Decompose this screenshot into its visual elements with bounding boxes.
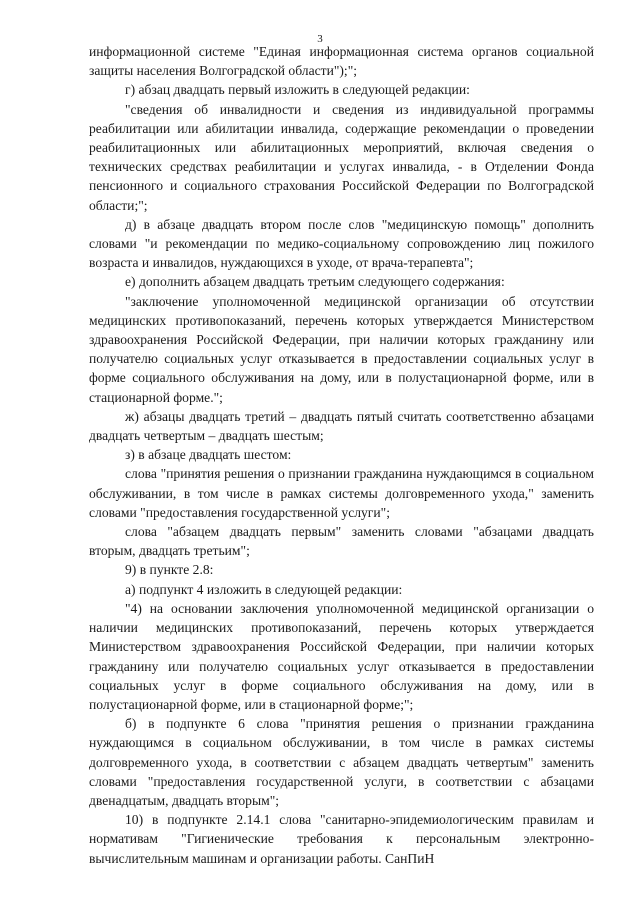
paragraph-item-b: б) в подпункте 6 слова "принятия решения о признании гражданина нуждающимся в социальном обслуживании, в том числе в рамках системы долговременного ухода, в соответствии с абзацем двадцать четвертым" заменить словами "предоставления государственной услуги, в соответствии с абзацами двенадцатым, двадцать вторым"; — [89, 716, 594, 808]
document-body — [89, 42, 594, 868]
paragraph-item-10: 10) в подпункте 2.14.1 слова "санитарно-эпидемиологическим правилам и нормативам "Гигиенические требования к персональным электронно-вычислительным машинам и организации работы. СанПиН — [89, 812, 594, 866]
paragraph-item-g: г) абзац двадцать первый изложить в следующей редакции: — [125, 82, 470, 98]
paragraph-item-e: е) дополнить абзацем двадцать третьим следующего содержания: — [125, 274, 505, 290]
paragraph-quote-disability: "сведения об инвалидности и сведения из индивидуальной программы реабилитации или абилитации инвалида, содержащие рекомендации о проведении реабилитационных или абилитационных мероприятий, включая сведения о технических средствах реабилитации и услугах инвалида, - в Отделении Фонда пенсионного и социального страхования Российской Федерации по Волгоградской области;"; — [89, 101, 594, 213]
paragraph-item-9: 9) в пункте 2.8: — [125, 562, 214, 578]
paragraph-words-replace-2: слова "абзацем двадцать первым" заменить словами "абзацами двадцать вторым, двадцать третьим"; — [89, 524, 594, 559]
paragraph-item-z: з) в абзаце двадцать шестом: — [125, 447, 292, 463]
paragraph-item-d: д) в абзаце двадцать втором после слов "медицинскую помощь" дополнить словами "и рекомендации по медико-социальному сопровождению лиц пожилого возраста и инвалидов, нуждающихся в уходе, от врача-терапевта"; — [89, 216, 594, 271]
paragraph-quote-subitem-4: "4) на основании заключения уполномоченной медицинской организации о наличии медицинских противопоказаний, перечень которых утверждается Министерством здравоохранения Российской Федерации, при наличии которых гражданину или получателю социальных услуг отказывается в предоставлении социальных услуг в форме социального обслуживания на дому, или в полустационарной форме, или в стационарной форме;"; — [89, 600, 594, 712]
paragraph-quote-conclusion: "заключение уполномоченной медицинской организации об отсутствии медицинских противопоказаний, перечень которых утверждается Министерством здравоохранения Российской Федерации, при наличии которых гражданину или получателю социальных услуг отказывается в предоставлении социальных услуг в форме социального обслуживания на дому, или в полустационарной форме, или в стационарной форме."; — [89, 293, 594, 405]
paragraph-words-replace-1: слова "принятия решения о признании гражданина нуждающимся в социальном обслуживании, в том числе в рамках системы долговременного ухода," заменить словами "предоставления государственной услуги"; — [89, 466, 594, 520]
paragraph-item-a: а) подпункт 4 изложить в следующей редакции: — [125, 581, 403, 597]
page-number: 3 — [317, 33, 323, 45]
paragraph-continuation: информационной системе "Единая информационная система органов социальной защиты населения Волгоградской области");"; — [89, 44, 594, 79]
paragraph-item-zh: ж) абзацы двадцать третий – двадцать пятый считать соответственно абзацами двадцать четвертым – двадцать шестым; — [89, 408, 594, 444]
